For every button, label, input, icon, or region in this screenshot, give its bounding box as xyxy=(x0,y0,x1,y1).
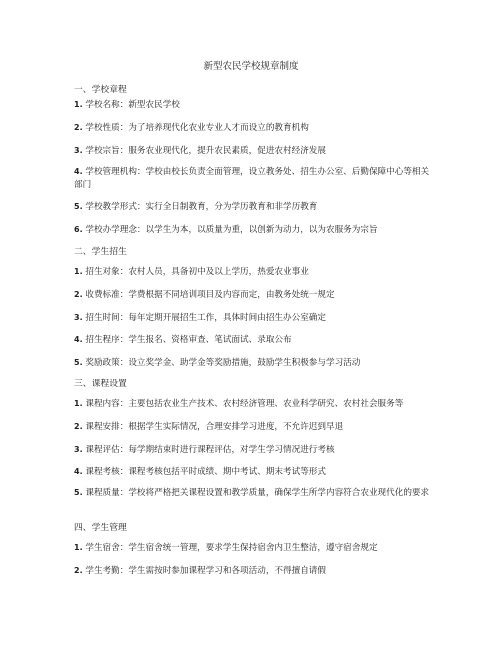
item-text: 招生时间：每年定期开展招生工作，具体时间由招生办公室确定 xyxy=(85,313,326,323)
item-text: 学生考勤：学生需按时参加课程学习和各项活动，不得擅自请假 xyxy=(85,566,326,576)
item-text: 课程质量：学校将严格把关课程设置和教学质量，确保学生所学内容符合农业现代化的要求 xyxy=(85,488,430,498)
list-item xyxy=(74,122,434,134)
section-heading-2: 二、学生招生 xyxy=(74,247,127,257)
item-number: 2. xyxy=(74,422,83,431)
item-text: 奖励政策：设立奖学金、助学金等奖励措施，鼓励学生积极参与学习活动 xyxy=(85,358,361,368)
item-number: 1. xyxy=(74,399,83,408)
list-item xyxy=(74,486,434,500)
item-number: 3. xyxy=(74,445,83,454)
item-text: 学校管理机构：学校由校长负责全面管理，设立教务处、招生办公室、后勤保障中心等相关部门 xyxy=(74,167,430,190)
item-text: 招生程序：学生报名、资格审查、笔试面试、录取公布 xyxy=(85,335,292,345)
list-item xyxy=(74,421,434,433)
list-item xyxy=(74,357,434,369)
item-number: 1. xyxy=(74,267,83,276)
item-text: 课程评估：每学期结束时进行课程评估，对学生学习情况进行考核 xyxy=(85,445,335,455)
item-number: 4. xyxy=(74,467,83,476)
item-number: 5. xyxy=(74,488,83,497)
section-heading-4: 四、学生管理 xyxy=(74,523,127,533)
item-number: 2. xyxy=(74,290,83,299)
item-number: 5. xyxy=(74,202,83,211)
item-text: 学校办学理念：以学生为本，以质量为重，以创新为动力，以为农服务为宗旨 xyxy=(85,225,378,235)
item-number: 3. xyxy=(74,313,83,322)
list-item xyxy=(74,398,434,410)
list-item xyxy=(74,201,434,213)
document-title: 新型农民学校规章制度 xyxy=(203,61,299,72)
item-number: 2. xyxy=(74,123,83,132)
item-text: 招生对象：农村人员，具备初中及以上学历，热爱农业事业 xyxy=(85,267,309,277)
list-item xyxy=(74,334,434,346)
item-number: 3. xyxy=(74,146,83,155)
item-number: 1. xyxy=(74,100,83,109)
item-text: 学校性质：为了培养现代化农业专业人才而设立的教育机构 xyxy=(85,123,309,133)
item-number: 2. xyxy=(74,566,83,575)
item-number: 5. xyxy=(74,358,83,367)
list-item xyxy=(74,99,434,111)
list-item xyxy=(74,289,434,301)
item-text: 收费标准：学费根据不同培训项目及内容而定，由教务处统一规定 xyxy=(85,290,335,300)
list-item xyxy=(74,165,434,192)
item-number: 6. xyxy=(74,225,83,234)
list-item xyxy=(74,444,434,456)
item-text: 学生宿舍：学生宿舍统一管理，要求学生保持宿舍内卫生整洁，遵守宿舍规定 xyxy=(85,543,378,553)
item-text: 课程考核：课程考核包括平时成绩、期中考试、期末考试等形式 xyxy=(85,467,326,477)
item-text: 学校名称：新型农民学校 xyxy=(85,100,180,110)
list-item xyxy=(74,224,434,236)
item-text: 学校教学形式：实行全日制教育，分为学历教育和非学历教育 xyxy=(85,202,318,212)
list-item xyxy=(74,145,434,157)
item-number: 4. xyxy=(74,335,83,344)
list-item xyxy=(74,266,434,278)
item-text: 课程安排：根据学生实际情况，合理安排学习进度，不允许迟到早退 xyxy=(85,422,344,432)
list-item xyxy=(74,466,434,478)
item-text: 课程内容：主要包括农业生产技术、农村经济管理、农业科学研究、农村社会服务等 xyxy=(85,399,404,409)
item-number: 4. xyxy=(74,167,83,176)
section-heading-1: 一、学校章程 xyxy=(74,85,127,95)
item-text: 学校宗旨：服务农业现代化，提升农民素质，促进农村经济发展 xyxy=(85,146,326,156)
list-item xyxy=(74,312,434,324)
item-number: 1. xyxy=(74,543,83,552)
list-item xyxy=(74,542,434,554)
section-heading-3: 三、课程设置 xyxy=(74,379,127,389)
list-item xyxy=(74,565,434,577)
